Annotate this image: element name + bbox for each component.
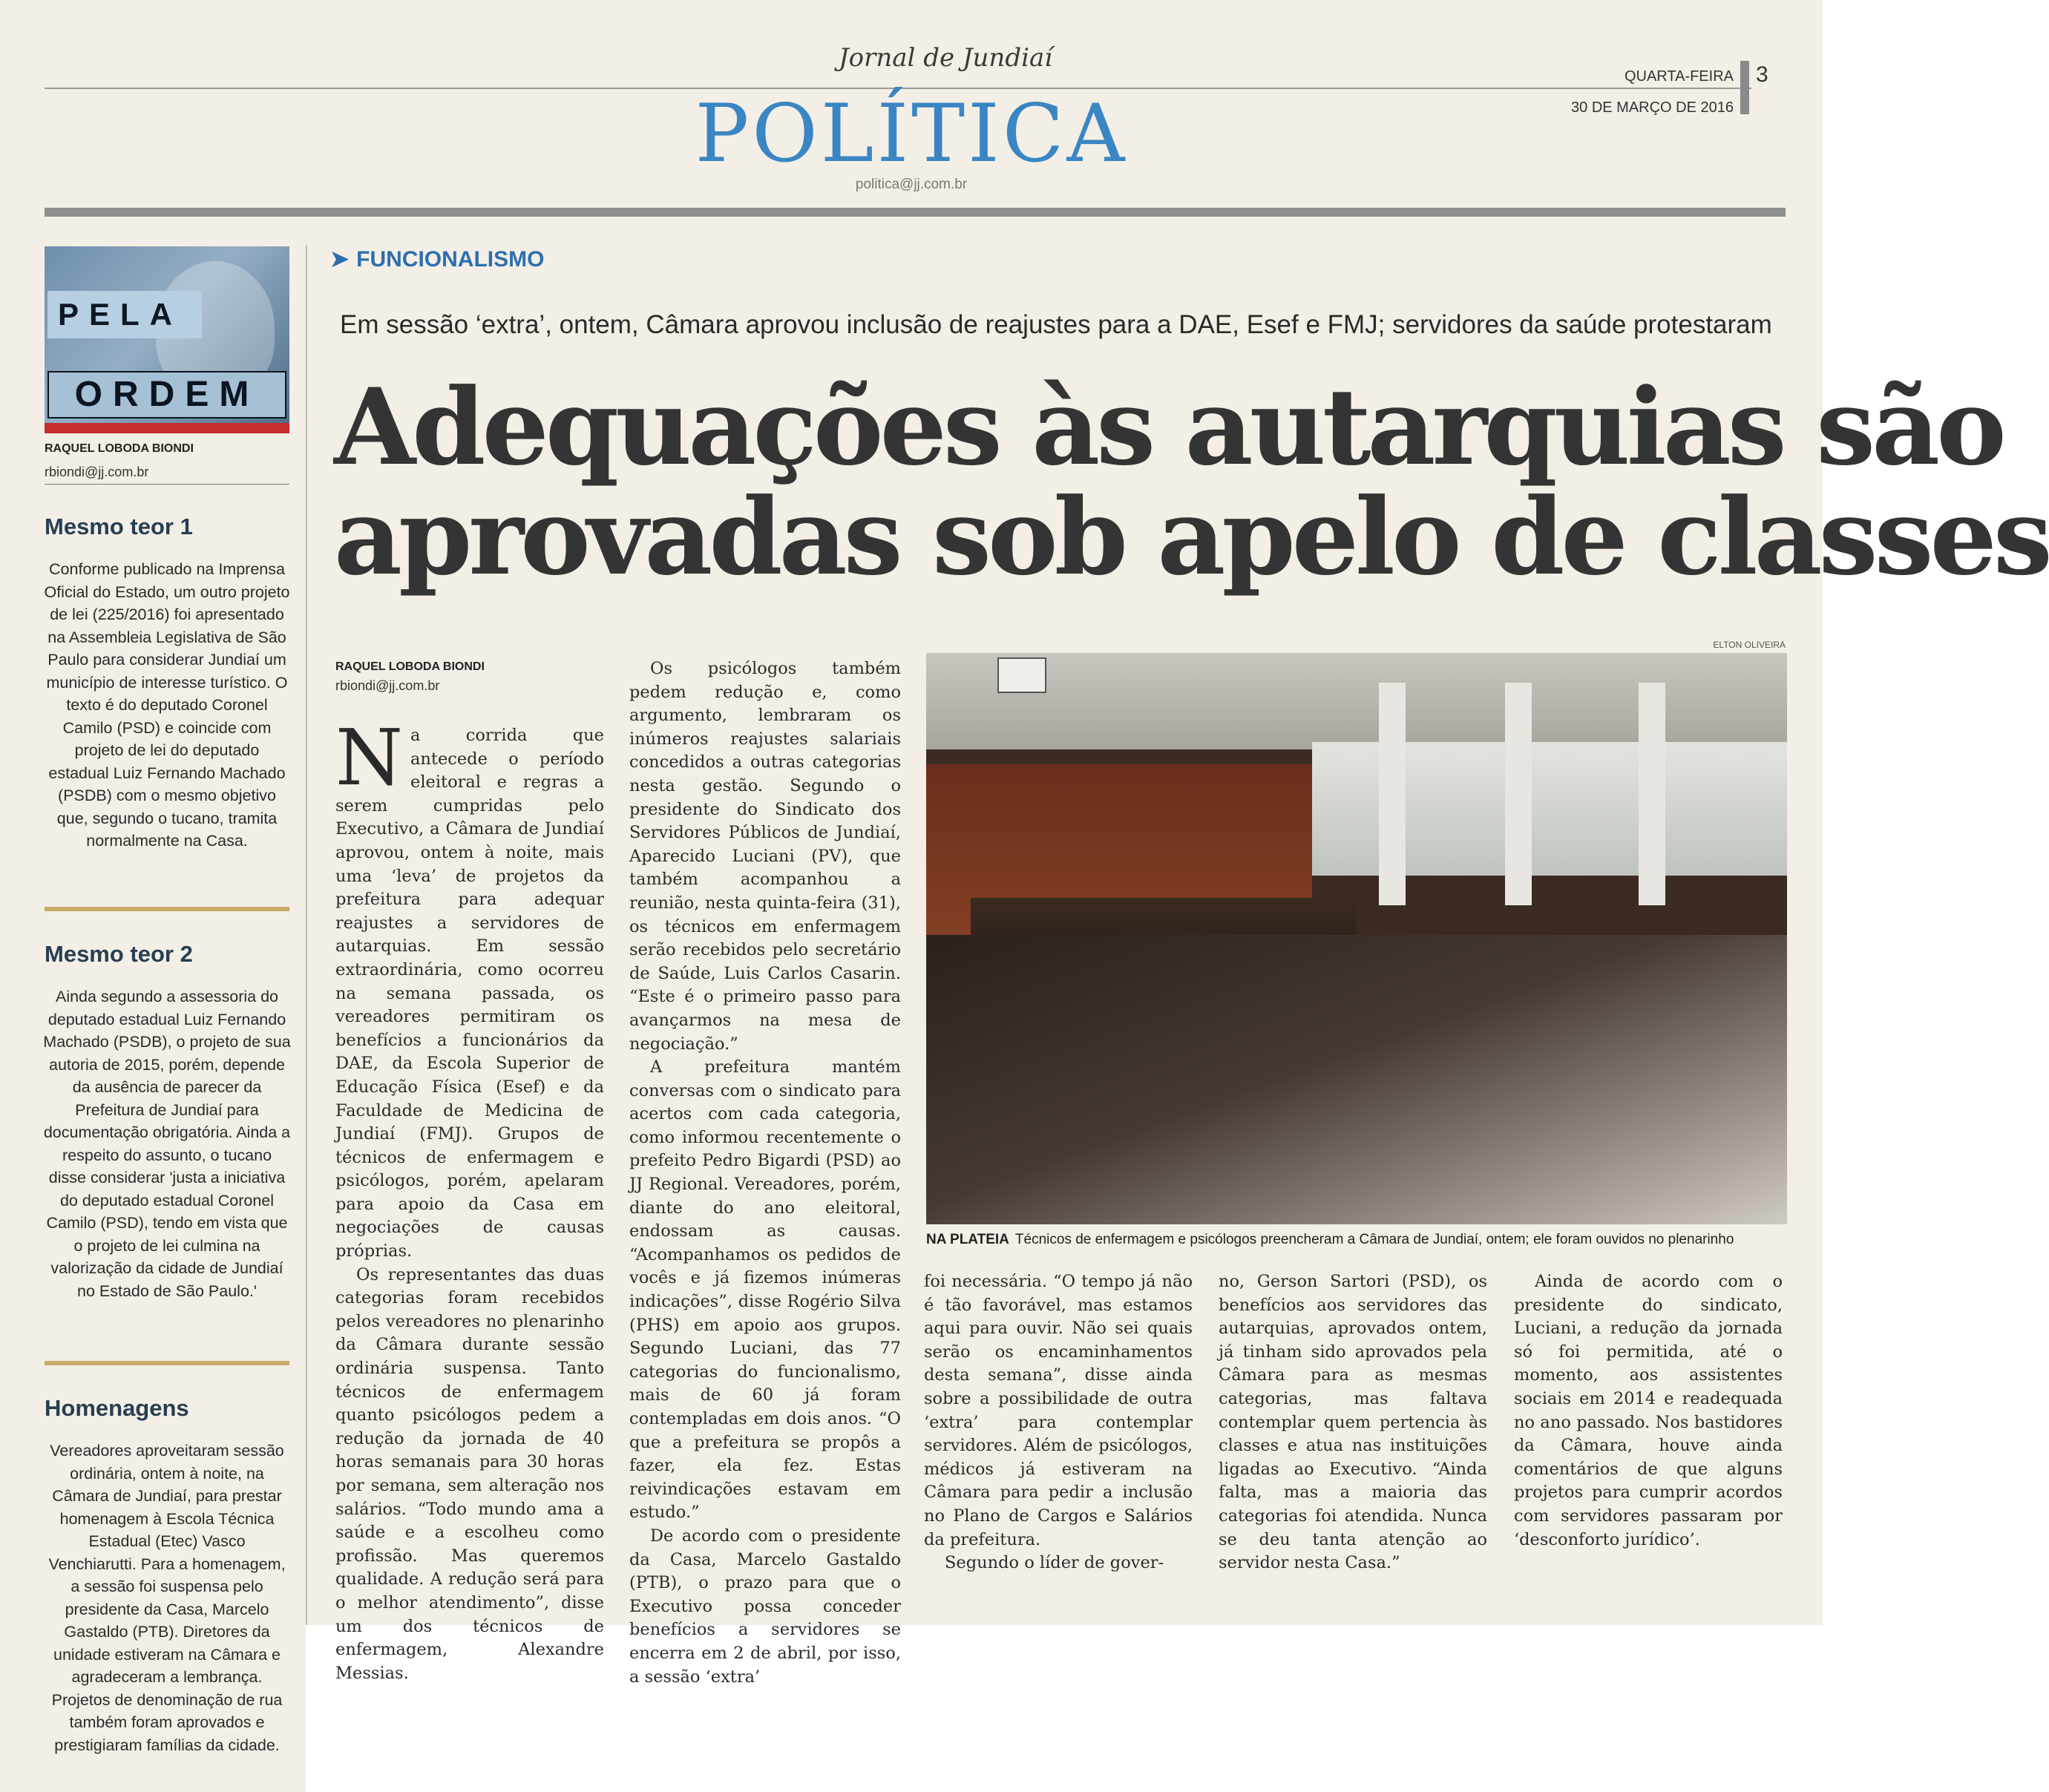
sidebar-email: rbiondi@jj.com.br [45, 465, 149, 479]
article-column-5 [1514, 1270, 1783, 1552]
date: 30 DE MARÇO DE 2016 [1571, 99, 1734, 116]
kicker-label: FUNCIONALISMO [356, 247, 545, 272]
photo-column [1505, 683, 1532, 905]
paragraph: A prefeitura mantém conversas com o sindicato para acertos com cada categoria, como informou recentemente o prefeito Pedro Bigardi (PSD) ao JJ Regional. Vereadores, porém, diante do ano eleitoral, endossam as causas. “Acompanhamos os pedidos de vocês e já fizemos inúmeras indicações”, disse Rogério Silva (PHS) em apoio aos grupos. Segundo Luciani, das 77 categorias do funcionalismo, mais de 60 já foram contempladas em dois anos. “O que a prefeitura se propôs a fazer, ela fez. Estas reivindicações estavam em estudo.” [629, 1057, 901, 1523]
photo-column [1639, 683, 1665, 905]
logo-word-pela: PELA [47, 291, 202, 338]
article-column-4 [1219, 1270, 1487, 1575]
sidebar-item-text: Conforme publicado na Imprensa Oficial do Estado, um outro projeto de lei (225/2016) foi apresentado na Assembleia Legislativa de São Paulo para considerar Jundiaí um município de interesse turístico. O texto é do deputado Coronel Camilo (PSD) e coincide com projeto de lei do deputado estadual Luiz Fernando Machado (PSDB) com o mesmo objetivo que, segundo o tucano, tramita normalmente na Casa. [44, 560, 290, 850]
paragraph: a corrida que antecede o período eleitoral e regras a serem cumpridas pelo Executivo, a Câmara de Jundiaí aprovou, ontem à noite, mais uma ‘leva’ de projetos da prefeitura para adequar reajustes a servidores de autarquias. Em sessão extraordinária, como ocorreu na semana passada, os vereadores permitiram os benefícios a funcionários da DAE, da Escola Superior de Educação Física (Esef) e da Faculdade de Medicina de Jundiaí (FMJ). Grupos de técnicos de enfermagem e psicólogos, porém, apelaram para apoio da Casa em negociações de causas próprias. [335, 726, 604, 1261]
sidebar-separator [45, 907, 289, 911]
headline-line-1: Adequações às autarquias são [334, 366, 2003, 489]
section-top-bar [45, 208, 1786, 217]
newspaper-name: Jornal de Jundiaí [839, 43, 1053, 73]
sidebar-byline: RAQUEL LOBODA BIONDI [45, 442, 194, 455]
logo-red-stripe [45, 423, 289, 433]
sidebar-item-title: Homenagens [45, 1395, 189, 1421]
caption-label: NA PLATEIA [926, 1232, 1009, 1247]
article-column-3 [924, 1270, 1193, 1575]
photo-screen [997, 657, 1046, 693]
sidebar-rule [45, 484, 289, 485]
article-photo [926, 653, 1787, 1224]
sidebar-item-title: Mesmo teor 1 [45, 513, 193, 539]
arrow-right-icon: ➤ [330, 247, 350, 272]
logo-word-ordem: ORDEM [47, 371, 286, 419]
section-title: POLÍTICA [695, 88, 1128, 180]
sidebar-item-title: Mesmo teor 2 [45, 941, 193, 967]
paragraph: Ainda de acordo com o presidente do sindicato, Luciani, a redução da jornada só foi permitida, até o momento, aos assistentes sociais em 2014 e readequada no ano passado. Nos bastidores da Câmara, houve ainda comentários de que alguns projetos para cumprir acordos com servidores passaram por ‘desconforto jurídico’. [1514, 1272, 1783, 1549]
photo-column [1379, 683, 1406, 905]
article-kicker [330, 246, 544, 272]
paragraph: foi necessária. “O tempo já não é tão favorável, mas estamos aqui para ouvir. Não sei quais serão os encaminhamentos desta semana”, disse ainda sobre a possibilidade de outra ‘extra’ para contemplar servidores. Além de psicólogos, médicos já estiveram na Câmara para pedir a inclusão no Plano de Cargos e Salários da prefeitura. [924, 1272, 1193, 1549]
page-number-bar [1740, 61, 1749, 114]
paragraph: Os psicólogos também pedem redução e, como argumento, lembraram os inúmeros reajustes salariais concedidos a outras categorias nesta gestão. Segundo o presidente do Sindicato dos Servidores Públicos de Jundiaí, Aparecido Luciani (PV), que também acompanhou a reunião, nesta quinta-feira (31), os técnicos em enfermagem serão recebidos pelo secretário de Saúde, Luis Carlos Casarin. “Este é o primeiro passo para avançarmos na mesa de negociação.” [629, 659, 901, 1054]
article-headline [334, 366, 2049, 599]
photo-caption [926, 1232, 1787, 1248]
sidebar-item-text: Ainda segundo a assessoria do deputado estadual Luiz Fernando Machado (PSDB), o projeto de sua autoria de 2015, porém, depende da ausência de parecer da Prefeitura de Jundiaí para documentação obrigatória. Ainda a respeito do assunto, o tucano disse considerar 'justa a iniciativa do deputado estadual Coronel Camilo (PSD), tendo em vista que o projeto de lei culmina na valorização da cidade de Jundiaí no Estado de São Paulo.' [43, 988, 291, 1300]
sidebar-separator [45, 1361, 289, 1365]
article-column-2 [629, 657, 901, 1689]
column-logo [45, 246, 289, 433]
section-email: politica@jj.com.br [855, 177, 968, 192]
caption-text: Técnicos de enfermagem e psicólogos preencheram a Câmara de Jundiaí, ontem; ele foram ouvidos no plenarinho [1014, 1232, 1734, 1247]
paragraph: Segundo o líder de gover- [945, 1553, 1164, 1573]
article-column-1 [335, 712, 604, 1685]
paragraph: Os representantes das duas categorias foram recebidos pelos vereadores no plenarinho da Câmara durante sessão ordinária suspensa. Tanto técnicos de enfermagem quanto psicólogos pedem a redução da jornada de 40 horas semanais para 30 horas por semana, sem alteração nos salários. “Todo mundo ama a saúde e a escolheu como profissão. Mas queremos qualidade. A redução será para o melhor atendimento”, disse um dos técnicos de enfermagem, Alexandre Messias. [335, 1264, 604, 1683]
article-byline: RAQUEL LOBODA BIONDI [335, 660, 485, 673]
sidebar-item-text: Vereadores aproveitaram sessão ordinária, ontem à noite, na Câmara de Jundiaí, para prestar homenagem à Escola Técnica Estadual (Etec) Vasco Venchiarutti. Para a homenagem, a sessão foi suspensa pelo presidente da Casa, Marcelo Gastaldo (PTB). Diretores da unidade estiveram na Câmara e agradeceram a lembrança. Projetos de denominação de rua também foram aprovados e prestigiaram famílias da cidade. [48, 1442, 286, 1754]
article-email: rbiondi@jj.com.br [335, 678, 440, 693]
drop-cap: N [335, 712, 403, 803]
article-subhead: Em sessão ‘extra’, ontem, Câmara aprovou inclusão de reajustes para a DAE, Esef e FMJ; servidores da saúde protestaram [340, 310, 1772, 339]
column-divider [306, 245, 307, 1625]
page-number: 3 [1756, 62, 1768, 87]
photo-credit: ELTON OLIVEIRA [1713, 640, 1786, 650]
photo-audience [926, 935, 1787, 1224]
paragraph: De acordo com o presidente da Casa, Marcelo Gastaldo (PTB), o prazo para que o Executivo possa conceder benefícios a servidores se encerra em 2 de abril, por isso, a sessão ‘extra’ [629, 1526, 901, 1687]
headline-line-2: aprovadas sob apelo de classes [334, 476, 2049, 599]
weekday: QUARTA-FEIRA [1624, 68, 1734, 85]
paragraph: no, Gerson Sartori (PSD), os benefícios aos servidores das autarquias, aprovados ontem, já tinham sido aprovados pela Câmara para as mesmas categorias, mas faltava contemplar quem pertencia às classes e atua nas instituições ligadas ao Executivo. “Ainda falta, mas a maioria das categorias foi atendida. Nunca se deu tanta atenção ao servidor nesta Casa.” [1219, 1272, 1487, 1573]
